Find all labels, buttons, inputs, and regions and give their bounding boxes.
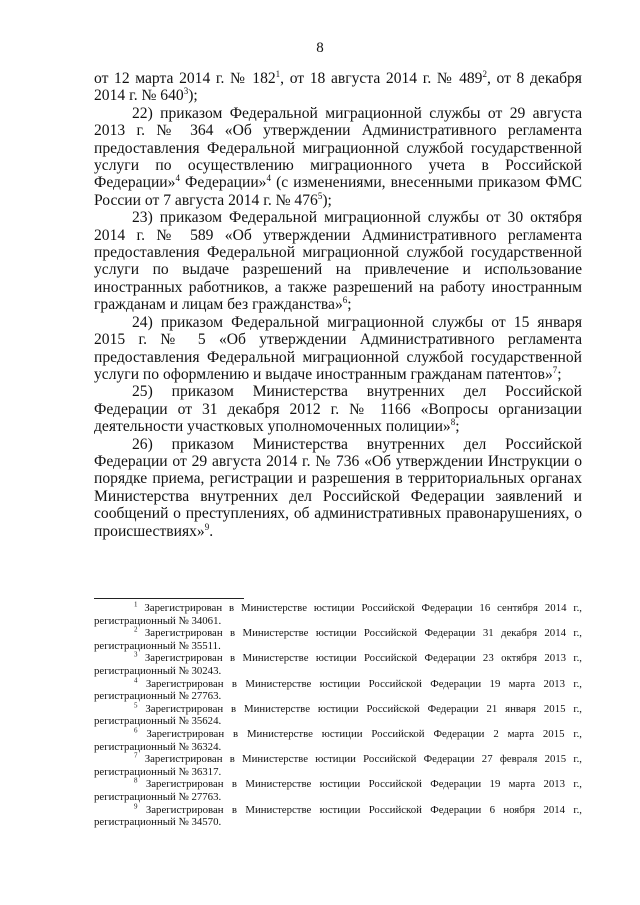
footnotes	[94, 602, 582, 829]
footnote-number: 2	[134, 625, 138, 634]
paragraph-text: );	[188, 87, 198, 105]
paragraph-text: от 12 марта 2014 г. № 182	[94, 70, 276, 87]
footnote-number: 1	[134, 600, 138, 609]
footnote-6	[94, 728, 582, 753]
footnote-4	[94, 675, 582, 703]
paragraph-text: ;	[347, 296, 352, 314]
footnote-text: Зарегистрирован в Министерстве юстиции Российской Федерации 2 марта 2015 г., регистрационный № 36324.	[94, 727, 582, 753]
footnote-number: 3	[134, 650, 138, 659]
document-body	[94, 70, 582, 540]
paragraph-text: 22) приказом Федеральной миграционной службы от 29 августа 2013 г. № 364 «Об утверждении Административного регламента предоставления Федеральной миграционной службой государственной услуги по осуществлению миграционного учета в Российской Федерации»	[94, 104, 582, 192]
footnote-7	[94, 753, 582, 778]
paragraph-p26	[94, 436, 582, 540]
paragraph-text: ;	[455, 418, 460, 436]
paragraph-text: 26) приказом Министерства внутренних дел Российской Федерации от 29 августа 2014 г. № 736 «Об утверждении Инструкции о порядке приема, регистрации и разрешения в территориальных органах Министерства внутренних дел Российской Федерации заявлений и сообщений о преступлениях, об административных правонарушениях, о происшествиях»	[94, 435, 582, 540]
paragraph-text: , от 8 декабря 2014 г. № 640	[94, 70, 582, 105]
footnote-number: 4	[134, 675, 138, 684]
footnote-5	[94, 703, 582, 728]
footnote-ref: 1	[275, 68, 281, 79]
footnote-number: 9	[134, 801, 138, 810]
footnote-ref: 6	[342, 295, 348, 306]
footnote-ref: 7	[552, 364, 558, 375]
paragraph-p0	[94, 70, 582, 105]
paragraph-text: (с изменениями, внесенными приказом ФМС России от 7 августа 2014 г. № 476	[94, 174, 583, 209]
footnote-number: 6	[134, 726, 138, 735]
footnote-ref: 8	[450, 416, 456, 427]
footnote-2	[94, 627, 582, 652]
paragraph-p25	[94, 383, 582, 435]
footnote-ref: 4	[175, 173, 180, 184]
footnote-text: Зарегистрирован в Министерстве юстиции Российской Федерации 19 марта 2013 г., регистрационный № 27763.	[94, 778, 582, 803]
footnote-ref: 2	[482, 68, 487, 79]
footnote-text: Зарегистрирован в Министерстве юстиции Российской Федерации 19 марта 2013 г., регистрационный № 27763.	[94, 677, 582, 703]
paragraph-p22	[94, 105, 582, 209]
footnote-text: Зарегистрирован в Министерстве юстиции Российской Федерации 23 октября 2013 г., регистрационный № 30243.	[94, 652, 582, 677]
paragraph-text: , от 18 августа 2014 г. № 489	[280, 70, 483, 87]
footnote-9	[94, 801, 582, 829]
footnote-text: Зарегистрирован в Министерстве юстиции Российской Федерации 6 ноября 2014 г., регистрационный № 34570.	[94, 803, 582, 829]
paragraph-p23	[94, 209, 582, 313]
page-number: 8	[316, 40, 324, 56]
footnote-separator	[94, 598, 244, 599]
paragraph-text: .	[209, 522, 214, 540]
footnote-ref: 3	[183, 86, 189, 97]
footnote-text: Зарегистрирован в Министерстве юстиции Российской Федерации 31 декабря 2014 г., регистрационный № 35511.	[94, 627, 582, 652]
footnote-number: 7	[134, 751, 138, 760]
paragraph-text: 25) приказом Министерства внутренних дел Российской Федерации от 31 декабря 2012 г. № 1166 «Вопросы организации деятельности участковых уполномоченных полиции»	[94, 383, 582, 436]
paragraph-text: 23) приказом Федеральной миграционной службы от 30 октября 2014 г. № 589 «Об утверждении Административного регламента предоставления Федеральной миграционной службой государственной услуги по выдаче разрешений на привлечение и использование иностранных работников, а также разрешений на работу иностранным гражданам и лицам без гражданства»	[94, 209, 582, 314]
paragraph-p24	[94, 314, 582, 384]
paragraph-text: Федерации»	[179, 174, 267, 192]
footnote-ref: 5	[317, 190, 323, 201]
footnote-ref: 9	[204, 521, 210, 532]
paragraph-text: 24) приказом Федеральной миграционной службы от 15 января 2015 г. № 5 «Об утверждении Административного регламента предоставления Федеральной миграционной службой государственной услуги по оформлению и выдаче иностранным гражданам патентов»	[94, 313, 582, 383]
footnote-number: 8	[134, 776, 138, 785]
footnote-3	[94, 652, 582, 677]
footnote-text: Зарегистрирован в Министерстве юстиции Российской Федерации 16 сентября 2014 г., регистрационный № 34061.	[94, 602, 582, 627]
paragraph-text: );	[322, 191, 332, 209]
footnote-1	[94, 602, 582, 627]
paragraph-text: ;	[557, 365, 562, 383]
footnote-text: Зарегистрирован в Министерстве юстиции Российской Федерации 21 января 2015 г., регистрационный № 35624.	[94, 702, 582, 728]
footnote-text: Зарегистрирован в Министерстве юстиции Российской Федерации 27 февраля 2015 г., регистрационный № 36317.	[94, 753, 582, 778]
footnote-ref: 4	[266, 173, 271, 184]
footnote-number: 5	[134, 701, 138, 710]
footnote-8	[94, 778, 582, 803]
